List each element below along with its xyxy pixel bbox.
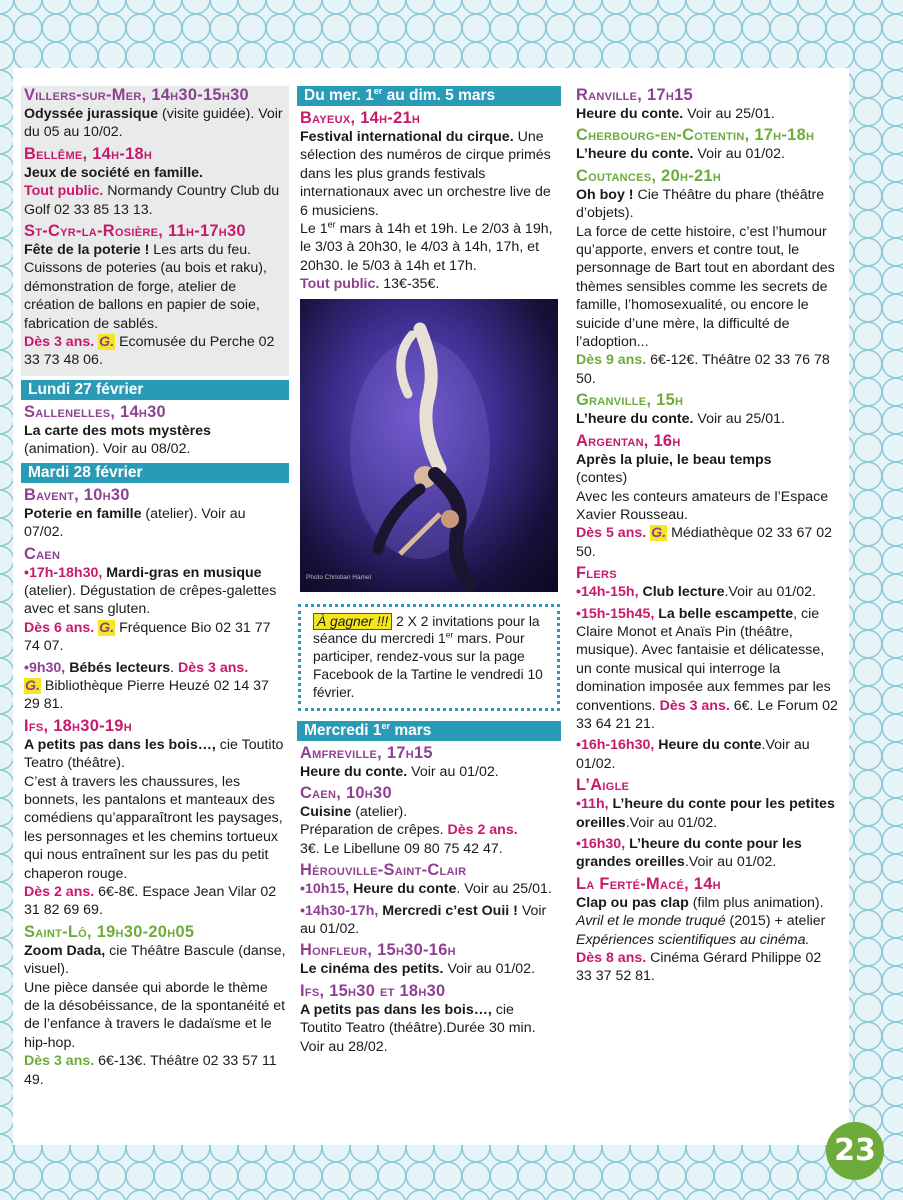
event-city: Caen, 10h30 [300, 784, 392, 803]
event-city: La Ferté-Macé, 14h [576, 874, 721, 893]
event-city: Ifs, 18h30-19h [24, 716, 132, 735]
event-body: •16h-16h30, Heure du conte.Voir au 01/02. [576, 737, 810, 772]
acrobats-illustration [300, 299, 558, 592]
event-body: Après la pluie, le beau temps (contes) Avec les conteurs amateurs de l’Espace Xavier Rousseau. Dès 5 ans. G. Médiathèque 02 33 67 02 50. [576, 451, 833, 560]
event-body: •15h-15h45, La belle escampette, cie Claire Monot et Anaïs Pin (théâtre, musique). Avec fantaisie et délicatesse, un conte musical qui interroge la domination imposée aux femmes par les conventions. Dès 3 ans. 6€. Le Forum 02 33 64 21 21. [576, 605, 838, 732]
event-body: •14h30-17h, Mercredi c’est Ouii ! Voir au 01/02. [300, 902, 547, 938]
event-body: •16h30, L’heure du conte pour les grandes oreilles.Voir au 01/02. [576, 836, 802, 871]
contest-badge: À gagner !!! [313, 613, 392, 630]
event-body: Cuisine (atelier). Préparation de crêpes. Dès 2 ans. 3€. Le Libellune 09 80 75 42 47. [300, 804, 518, 857]
day-header: Lundi 27 février [21, 380, 289, 400]
event-body: Heure du conte. Voir au 01/02. [300, 763, 499, 780]
event-body: L’heure du conte. Voir au 01/02. [576, 146, 785, 163]
event-city: St-Cyr-la-Rosière, 11h-17h30 [24, 222, 246, 241]
event-body: L’heure du conte. Voir au 25/01. [576, 411, 785, 428]
free-badge: G. [25, 677, 40, 694]
event-city: Hérouville-Saint-Clair [300, 861, 467, 880]
event-body: Clap ou pas clap (film plus animation). Avril et le monde truqué (2015) + atelier Expériences scientifiques au cinéma. Dès 8 ans. Cinéma Gérard Philippe 02 33 37 52 81. [576, 894, 826, 985]
event-body: Heure du conte. Voir au 25/01. [576, 106, 775, 122]
free-badge: G. [99, 334, 115, 351]
event-body: Odyssée jurassique (visite guidée). Voir du 05 au 10/02. [24, 106, 283, 141]
page-content [13, 68, 849, 1145]
event-city: L’Aigle [576, 776, 630, 795]
free-badge: G. [99, 619, 115, 636]
event-city: Flers [576, 564, 617, 583]
column-1 [24, 86, 286, 1092]
event-body: Fête de la poterie ! Les arts du feu. Cuissons de poteries (au bois et raku), démonstration de forge, atelier de création de ballons en papier de soie, fabrication de sablés. Dès 3 ans. G. Ecomusée du Perche 02 33 73 48 06. [24, 242, 275, 369]
event-city: Granville, 15h [576, 391, 684, 410]
period-header: Du mer. 1er au dim. 5 mars [297, 86, 561, 106]
event-city: Villers-sur-Mer, 14h30-15h30 [24, 86, 249, 104]
event-body: Festival international du cirque. Une sélection des numéros de cirque primés dans les plus grands festivals internationaux avec un orchestre live de 6 musiciens. Le 1er mars à 14h et 19h. Le 2/03 à 19h, le 3/03 à 20h30, le 4/03 à 14h, 17h, et 20h30. le 5/03 à 14h et 17h. Tout public. 13€-35€. [300, 129, 553, 293]
event-city: Caen [24, 544, 61, 563]
column-2 [300, 86, 558, 1059]
event-body: Jeux de société en famille. Tout public. Normandy Country Club du Golf 02 33 85 13 13. [24, 164, 280, 218]
event-body: Le cinéma des petits. Voir au 01/02. [300, 961, 536, 978]
previous-day-block [21, 86, 289, 376]
column-3 [576, 86, 838, 989]
event-body: •17h-18h30, Mardi-gras en musique (atelier). Dégustation de crêpes-galettes avec et sans gluten. Dès 6 ans. G. Fréquence Bio 02 31 77 74 07. [24, 564, 277, 655]
contest-box: À gagner !!! 2 X 2 invitations pour la séance du mercredi 1er mars. Pour participer, rendez-vous sur la page Facebook de la Tartine le vendredi 10 février. [298, 604, 560, 711]
event-body: •10h15, Heure du conte. Voir au 25/01. [300, 881, 552, 898]
event-body: Poterie en famille (atelier). Voir au 07/02. [24, 505, 246, 541]
event-city: Coutances, 20h-21h [576, 166, 722, 185]
event-city: Argentan, 16h [576, 431, 681, 450]
event-city: Cherbourg-en-Cotentin, 17h-18h [576, 126, 815, 145]
event-city: Sallenelles, 14h30 [24, 402, 166, 421]
event-city: Amfreville, 17h15 [300, 743, 433, 762]
event-body: La carte des mots mystères (animation). Voir au 08/02. [24, 422, 211, 458]
event-body: •9h30, Bébés lecteurs. Dès 3 ans. G. Bibliothèque Pierre Heuzé 02 14 37 29 81. [24, 659, 269, 713]
event-body: Zoom Dada, cie Théâtre Bascule (danse, visuel). Une pièce dansée qui aborde le thème de la désobéissance, de la spontanéité et de l’enfance à travers le dadaïsme et le hip-hop. Dès 3 ans. 6€-13€. Théâtre 02 33 57 11 49. [24, 942, 286, 1088]
page-number: 23 [826, 1122, 884, 1180]
event-city: Ifs, 15h30 et 18h30 [300, 981, 446, 1000]
day-header: Mardi 28 février [21, 463, 289, 483]
event-city: Bayeux, 14h-21h [300, 109, 421, 127]
event-body: Oh boy ! Cie Théâtre du phare (théâtre d’objets). La force de cette histoire, c’est l’humour qu’apporte, envers et contre tout, le personnage de Bart tout en abordant des thèmes sensibles comme les secrets de famille, l’homosexualité, ou encore le suicide d’une mère, la difficulté de l’adoption... Dès 9 ans. 6€-12€. Théâtre 02 33 76 78 50. [576, 186, 835, 387]
event-city: Ranville, 17h15 [576, 86, 693, 104]
photo-credit: Photo Christian Hamel [306, 574, 372, 582]
event-city: Saint-Lô, 19h30-20h05 [24, 922, 195, 941]
free-badge: G. [651, 525, 667, 542]
event-city: Bellême, 14h-18h [24, 144, 153, 163]
day-header: Mercredi 1er mars [297, 721, 561, 741]
circus-photo [300, 299, 558, 592]
event-body: •11h, L’heure du conte pour les petites oreilles.Voir au 01/02. [576, 796, 835, 831]
event-body: •14h-15h, Club lecture.Voir au 01/02. [576, 584, 816, 601]
event-body: A petits pas dans les bois…, cie Toutito Teatro (théâtre). C’est à travers les chaussures, les bonnets, les pantalons et manteaux des comédiens qu’apparaîtront les paysages, les personnages et les chemins tortueux qui nous entraînent sur les pas du petit chaperon rouge. Dès 2 ans. 6€-8€. Espace Jean Vilar 02 31 82 69 69. [24, 736, 284, 919]
event-city: Bavent, 10h30 [24, 485, 130, 504]
event-body: A petits pas dans les bois…, cie Toutito Teatro (théâtre).Durée 30 min. Voir au 28/02. [300, 1001, 536, 1055]
event-city: Honfleur, 15h30-16h [300, 941, 456, 960]
